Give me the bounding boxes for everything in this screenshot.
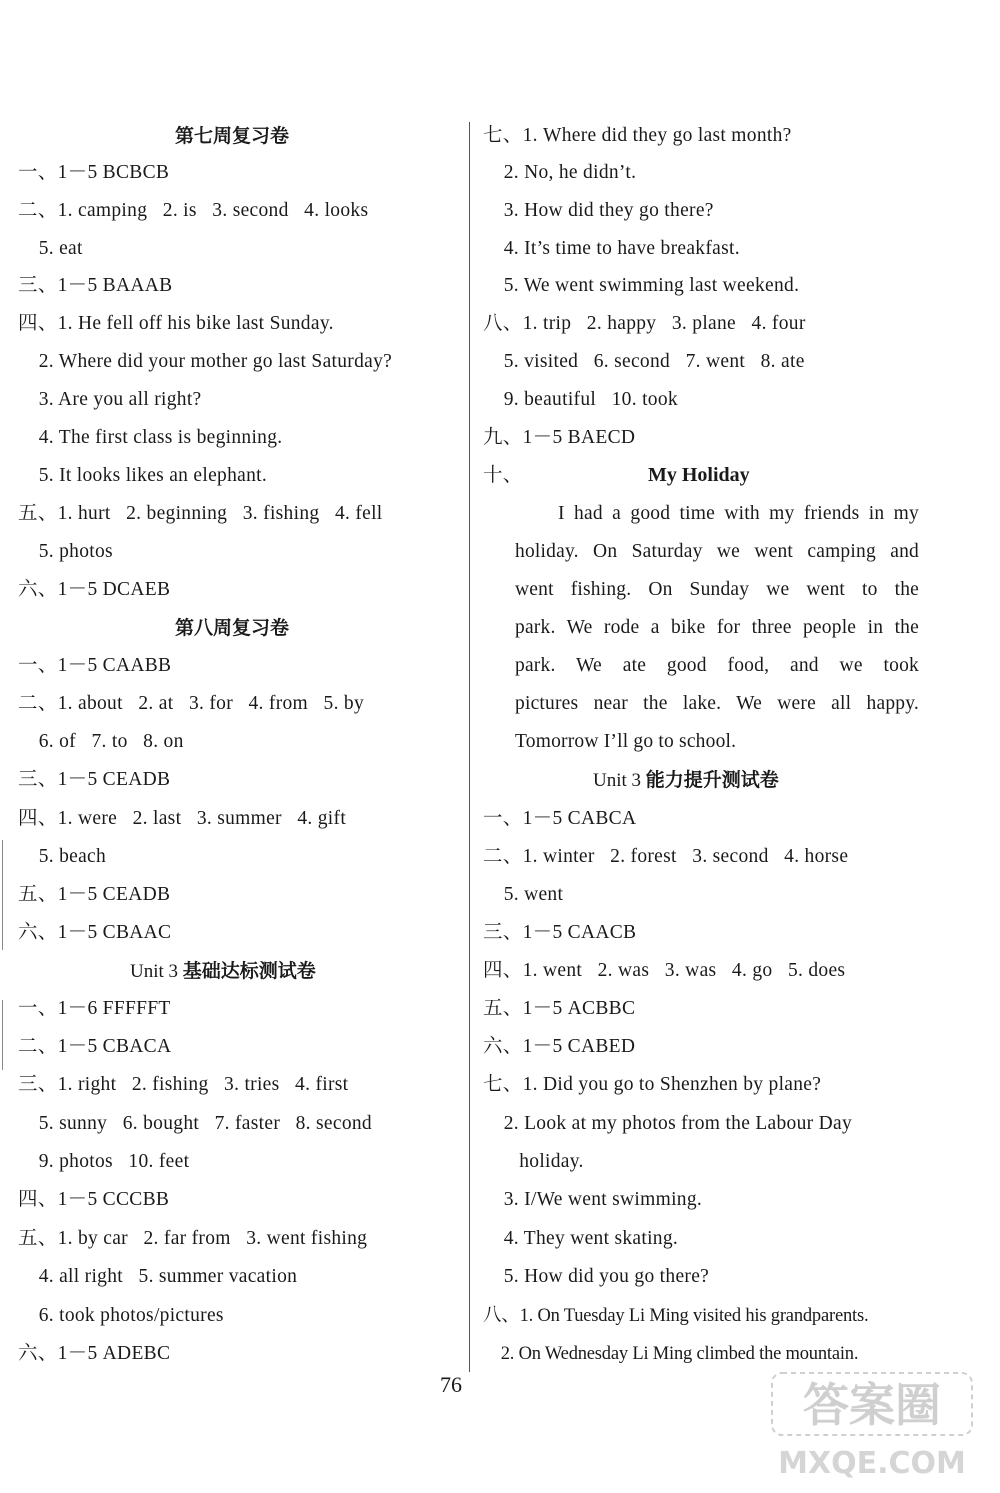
answer-line: 四、1. were 2. last 3. summer 4. gift xyxy=(18,808,347,829)
essay-label: 十、 xyxy=(483,465,523,486)
answer-line: 三、1－5 BAAAB xyxy=(18,275,173,296)
answer-line: 三、1－5 CEADB xyxy=(18,769,171,790)
answer-line: 4. It’s time to have breakfast. xyxy=(483,238,740,259)
answer-line: 3. How did they go there? xyxy=(483,200,714,221)
scan-edge xyxy=(2,840,3,950)
answer-line: 六、1－5 CBAAC xyxy=(18,922,172,943)
answer-line: 六、1－5 ADEBC xyxy=(18,1343,171,1364)
watermark-top-text: 答案圈 xyxy=(803,1378,941,1432)
answer-line: 5. It looks likes an elephant. xyxy=(18,465,268,486)
essay-title: My Holiday xyxy=(648,464,750,486)
answer-line: 5. How did you go there? xyxy=(483,1266,710,1287)
answer-line: 5. We went swimming last weekend. xyxy=(483,275,800,296)
answer-line: 九、1－5 BAECD xyxy=(483,427,636,448)
week7-heading: 第七周复习卷 xyxy=(175,125,290,147)
watermark-logo xyxy=(762,1365,982,1485)
answer-line: 四、1. He fell off his bike last Sunday. xyxy=(18,313,334,334)
answer-line: 二、1. winter 2. forest 3. second 4. horse xyxy=(483,846,849,867)
essay-line: went fishing. On Sunday we went to the xyxy=(515,579,919,600)
answer-line: holiday. xyxy=(483,1151,584,1172)
answer-line: 一、1－6 FFFFFT xyxy=(18,998,171,1019)
essay-line: holiday. On Saturday we went camping and xyxy=(515,541,919,562)
answer-line: 二、1－5 CBACA xyxy=(18,1036,172,1057)
answer-line: 二、1. camping 2. is 3. second 4. looks xyxy=(18,200,369,221)
essay-line: Tomorrow I’ll go to school. xyxy=(515,731,737,752)
essay-line: park. We rode a bike for three people in the xyxy=(515,617,919,638)
answer-line: 5. sunny 6. bought 7. faster 8. second xyxy=(18,1113,372,1134)
answer-line: 五、1－5 ACBBC xyxy=(483,998,636,1019)
answer-line: 5. visited 6. second 7. went 8. ate xyxy=(483,351,805,372)
answer-line: 6. took photos/pictures xyxy=(18,1305,224,1326)
page-number: 76 xyxy=(440,1372,462,1397)
answer-line: 4. The first class is beginning. xyxy=(18,427,283,448)
answer-line: 5. eat xyxy=(18,238,83,259)
answer-line: 9. beautiful 10. took xyxy=(483,389,678,410)
week8-heading: 第八周复习卷 xyxy=(175,617,290,639)
unit3-advanced-heading: Unit 3 能力提升测试卷 xyxy=(593,769,779,791)
answer-line: 五、1－5 CEADB xyxy=(18,884,171,905)
unit3-basic-heading: Unit 3 基础达标测试卷 xyxy=(130,960,316,982)
answer-line: 3. I/We went swimming. xyxy=(483,1189,703,1210)
scan-edge xyxy=(2,1000,3,1070)
column-divider xyxy=(469,122,470,1372)
answer-line: 七、1. Where did they go last month? xyxy=(483,125,792,146)
answer-line: 6. of 7. to 8. on xyxy=(18,731,184,752)
answer-line: 八、1. trip 2. happy 3. plane 4. four xyxy=(483,313,806,334)
answer-line: 2. No, he didn’t. xyxy=(483,162,637,183)
essay-line: pictures near the lake. We were all happy. xyxy=(515,693,919,714)
answer-line: 2. Where did your mother go last Saturday? xyxy=(18,351,393,372)
answer-line: 六、1－5 CABED xyxy=(483,1036,636,1057)
answer-line: 三、1－5 CAACB xyxy=(483,922,637,943)
answer-line: 六、1－5 DCAEB xyxy=(18,579,171,600)
answer-line: 3. Are you all right? xyxy=(18,389,202,410)
answer-line: 5. beach xyxy=(18,846,107,867)
essay-line: park. We ate good food, and we took xyxy=(515,655,919,676)
answer-line: 一、1－5 CABCA xyxy=(483,808,637,829)
answer-line: 4. all right 5. summer vacation xyxy=(18,1266,298,1287)
answer-line: 2. On Wednesday Li Ming climbed the mountain. xyxy=(483,1344,859,1364)
answer-line: 三、1. right 2. fishing 3. tries 4. first xyxy=(18,1074,349,1095)
answer-line: 五、1. by car 2. far from 3. went fishing xyxy=(18,1228,368,1249)
answer-line: 2. Look at my photos from the Labour Day xyxy=(483,1113,853,1134)
answer-line: 5. went xyxy=(483,884,564,905)
essay-line: I had a good time with my friends in my xyxy=(558,503,919,524)
answer-line: 八、1. On Tuesday Li Ming visited his grandparents. xyxy=(483,1306,869,1326)
answer-line: 9. photos 10. feet xyxy=(18,1151,190,1172)
answer-line: 一、1－5 BCBCB xyxy=(18,162,170,183)
answer-line: 二、1. about 2. at 3. for 4. from 5. by xyxy=(18,693,365,714)
answer-line: 5. photos xyxy=(18,541,113,562)
answer-line: 五、1. hurt 2. beginning 3. fishing 4. fell xyxy=(18,503,383,524)
answer-line: 四、1－5 CCCBB xyxy=(18,1189,170,1210)
answer-line: 一、1－5 CAABB xyxy=(18,655,172,676)
answer-line: 四、1. went 2. was 3. was 4. go 5. does xyxy=(483,960,846,981)
answer-line: 七、1. Did you go to Shenzhen by plane? xyxy=(483,1074,822,1095)
answer-line: 4. They went skating. xyxy=(483,1228,679,1249)
watermark-bottom-text: MXQE.COM xyxy=(778,1446,966,1481)
